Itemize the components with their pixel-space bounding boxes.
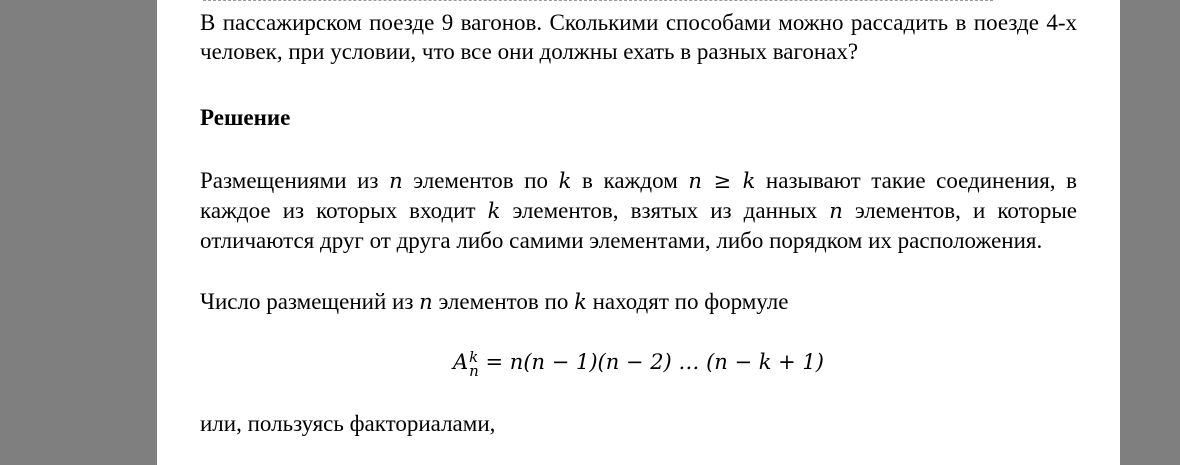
formula-superscript: k bbox=[469, 347, 479, 366]
definition-text: элементов, и которые отличаются друг от друга либо самими элементами, либо порядком их расположения. bbox=[200, 198, 1077, 253]
document-page bbox=[157, 0, 1120, 465]
definition-paragraph bbox=[200, 166, 1077, 255]
math-n: n bbox=[829, 199, 843, 223]
intro-text: элементов по bbox=[432, 289, 575, 314]
math-k: k bbox=[574, 290, 587, 314]
math-k: k bbox=[487, 199, 501, 223]
formula-subscript: n bbox=[469, 361, 479, 380]
problem-statement: В пассажирском поезде 9 вагонов. Сколькими способами можно рассадить в поезде 4-х человек, при условии, что все они должны ехать в разных вагонах? bbox=[200, 10, 1077, 64]
math-condition: n ≥ k bbox=[688, 169, 756, 193]
definition-text: в каждом bbox=[571, 168, 689, 193]
formula-base: A bbox=[453, 350, 469, 374]
intro-text: находят по формуле bbox=[586, 289, 789, 314]
intro-text: Число размещений из bbox=[200, 289, 420, 314]
factorial-intro: или, пользуясь факториалами, bbox=[200, 411, 496, 436]
formula-indices bbox=[469, 347, 479, 380]
count-formula-intro bbox=[200, 287, 1077, 317]
math-k: k bbox=[558, 169, 572, 193]
definition-text: элементов по bbox=[402, 168, 559, 193]
math-n: n bbox=[419, 290, 433, 314]
definition-text: элементов, взятых из данных bbox=[500, 198, 830, 223]
definition-text: называют такие соединения, в каждое из которых входит bbox=[200, 168, 1077, 223]
arrangement-formula bbox=[157, 342, 1120, 382]
formula-rhs: = n(n − 1)(n − 2) … (n − k + 1) bbox=[478, 350, 824, 374]
math-n: n bbox=[389, 169, 403, 193]
definition-text: Размещениями из bbox=[200, 168, 390, 193]
section-divider bbox=[203, 0, 993, 3]
solution-heading: Решение bbox=[200, 105, 291, 130]
